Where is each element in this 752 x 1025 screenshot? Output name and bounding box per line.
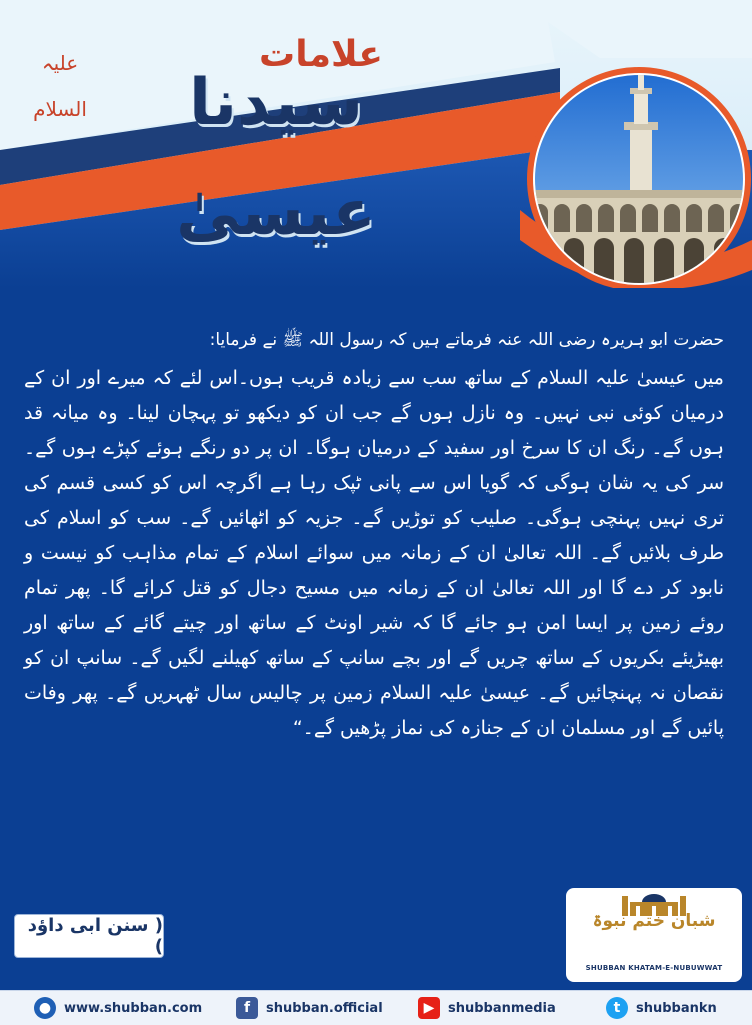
hadith-intro: حضرت ابو ہریرہ رضی اللہ عنہ فرماتے ہیں کہ رسول اللہ ﷺ نے فرمایا: — [209, 330, 724, 350]
logo-english-name: SHUBBAN KHATAM-E-NUBUWWAT — [585, 964, 723, 972]
shubban-logo — [566, 888, 742, 982]
footer-twitter[interactable] — [606, 991, 717, 1025]
footer-website[interactable] — [34, 991, 202, 1025]
footer-bar — [0, 990, 752, 1025]
facebook-icon: f — [236, 997, 258, 1019]
honorific-alayhis-salam: علیہ السلام — [33, 51, 87, 121]
title-alamat: علامات — [259, 34, 383, 75]
footer-facebook[interactable] — [236, 991, 383, 1025]
logo-urdu-name: شبان ختم نبوۃ — [592, 911, 716, 931]
header-banner — [0, 0, 752, 288]
youtube-icon: ▶ — [418, 997, 440, 1019]
hadith-text: میں عیسیٰ علیہ السلام کے ساتھ سب سے زیادہ قریب ہوں۔اس لئے کہ میرے اور ان کے درمیان کوئی نبی نہیں۔ وہ نازل ہوں گے جب ان کو دیکھو تو پہچان لینا۔ وہ میانہ قد ہوں گے۔ رنگ ان کا سرخ اور سفید کے درمیان ہوگا۔ ان پر دو رنگے ہوئے کپڑے ہوں گے۔ سر کی یہ شان ہوگی کہ گویا اس سے پانی ٹپک رہا ہے اگرچہ اس کو کسی قسم کی تری نہیں پہنچی ہوگی۔ صلیب کو توڑیں گے۔ جزیہ کو اٹھائیں گے۔ سب کو اسلام کی طرف بلائیں گے۔ اللہ تعالیٰ ان کے زمانہ میں سوائے اسلام کے تمام مذاہب کو نیست و نابود کر دے گا اور اللہ تعالیٰ ان کے زمانہ میں مسیح دجال کو قتل کرائے گا۔ پھر تمام روئے زمین پر ایسا امن ہو جائے گا کہ شیر اونٹ کے ساتھ اور چیتے گائے کے ساتھ اور بھیڑیئے بکریوں کے ساتھ چریں گے اور بچے سانپ کے ساتھ کھیلنے لگیں گے۔ سانپ ان کو نقصان نہ پہنچائیں گے۔ عیسیٰ علیہ السلام زمین پر چالیس سال ٹھہریں گے۔ پھر وفات پائیں گے اور مسلمان ان کے جنازہ کی نماز پڑھیں گے۔“ — [24, 367, 724, 739]
mosque-photo — [526, 66, 752, 288]
youtube-link[interactable]: shubbanmedia — [448, 1000, 556, 1016]
title-sayyidina-isa: سیدنا عیسیٰ — [176, 66, 376, 250]
facebook-link[interactable]: shubban.official — [266, 1000, 383, 1016]
hadith-body — [24, 325, 724, 925]
twitter-icon: t — [606, 997, 628, 1019]
twitter-link[interactable]: shubbankn — [636, 1000, 717, 1016]
reference-label: ( سنن ابی داؤد ) — [14, 914, 164, 958]
website-link[interactable]: www.shubban.com — [64, 1000, 203, 1016]
globe-icon: ● — [34, 997, 56, 1019]
footer-youtube[interactable] — [418, 991, 556, 1025]
